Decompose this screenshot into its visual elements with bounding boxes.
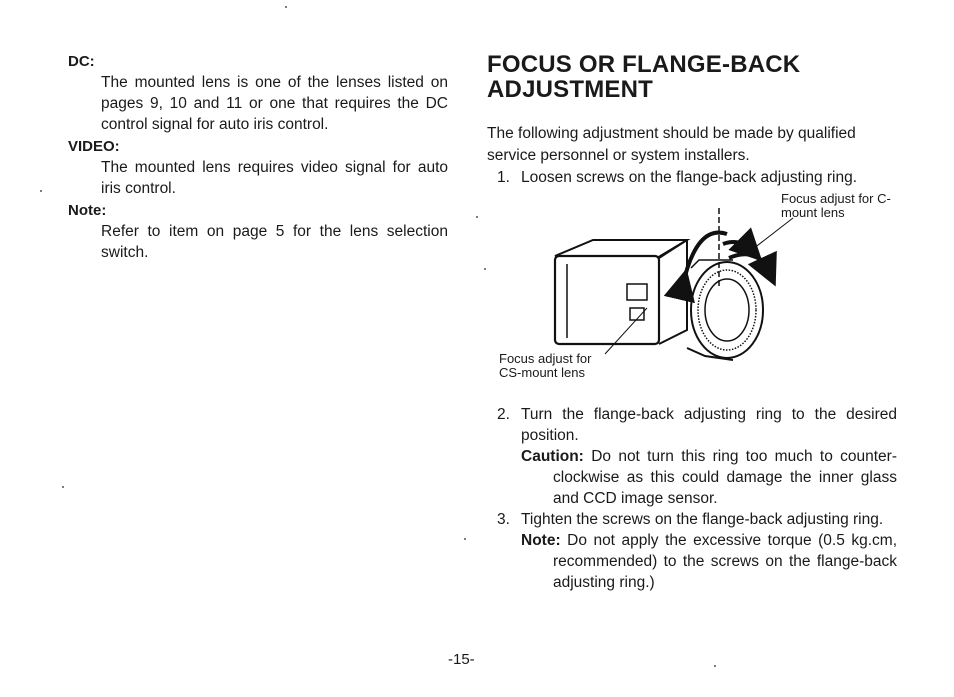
step-item-3 [487, 509, 897, 593]
callout-c-mount: Focus adjust for C-mount lens [781, 191, 891, 220]
caution-note [521, 446, 897, 509]
step-number-2: 2. [497, 406, 510, 423]
step-text-2: Turn the flange-back adjusting ring to the desired position. [521, 406, 897, 444]
torque-note-label: Note: [521, 532, 561, 549]
step-item-1 [487, 167, 897, 188]
term-dc: DC: [68, 53, 95, 70]
scan-speck [714, 665, 716, 667]
scan-speck [40, 190, 42, 192]
term-video: VIDEO: [68, 138, 120, 155]
camera-illustration [487, 188, 897, 388]
step-number-1: 1. [497, 169, 510, 186]
adjustment-steps-continued [487, 404, 897, 593]
scan-speck [464, 538, 466, 540]
torque-note [521, 530, 897, 593]
caution-label: Caution: [521, 448, 584, 465]
lens-mode-definitions [68, 52, 448, 265]
flange-back-section [487, 52, 897, 593]
step-text-3: Tighten the screws on the flange-back adjusting ring. [521, 511, 884, 528]
step-item-2 [487, 404, 897, 509]
scan-speck [476, 216, 478, 218]
definition-video: The mounted lens requires video signal for auto iris control. [101, 159, 448, 197]
term-note: Note: [68, 202, 107, 219]
scan-speck [62, 486, 64, 488]
definition-note: Refer to item on page 5 for the lens selection switch. [101, 223, 448, 261]
step-text-1: Loosen screws on the flange-back adjusting ring. [521, 169, 858, 186]
callout-cs-mount: Focus adjust for CS-mount lens [499, 351, 592, 380]
scan-speck [484, 268, 486, 270]
definition-dc: The mounted lens is one of the lenses listed on pages 9, 10 and 11 or one that requires the DC control signal for auto iris control. [101, 74, 448, 133]
adjustment-steps [487, 167, 897, 188]
scan-speck [285, 6, 287, 8]
intro-paragraph: The following adjustment should be made by qualified service personnel or system installers. [487, 125, 856, 164]
step-number-3: 3. [497, 511, 510, 528]
torque-note-text: Do not apply the excessive torque (0.5 kg.cm, recommended) to the screws on the flange-back adjusting ring.) [553, 532, 897, 591]
page-number: -15- [448, 651, 475, 668]
section-heading: FOCUS OR FLANGE-BACK ADJUSTMENT [487, 51, 801, 103]
caution-text: Do not turn this ring too much to counter-clockwise as this could damage the inner glass and CCD image sensor. [553, 448, 897, 507]
